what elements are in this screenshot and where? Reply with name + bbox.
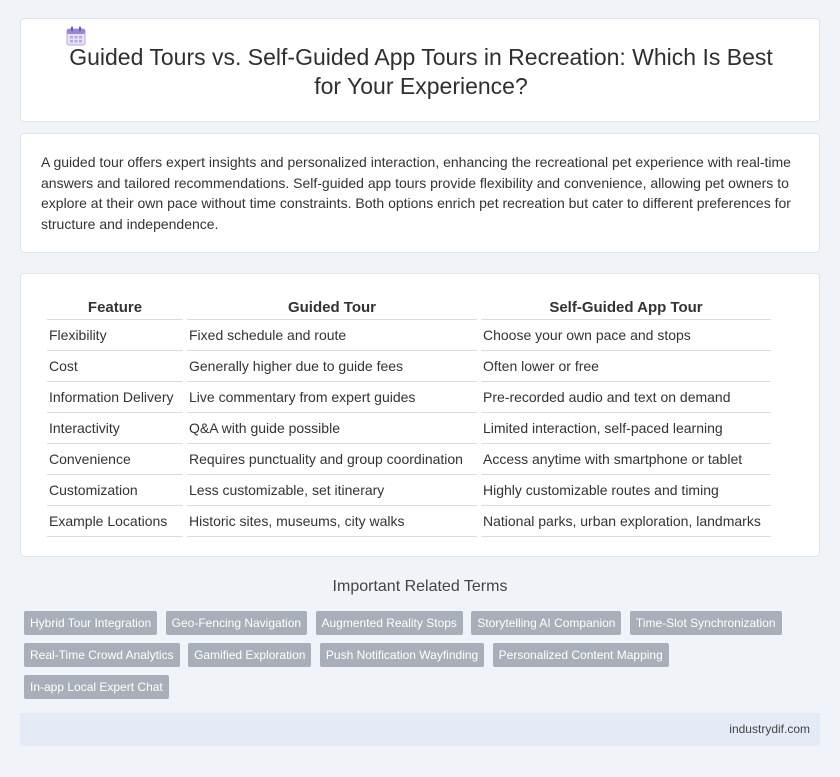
footer-bar [20, 713, 820, 746]
table-cell: Cost [47, 351, 183, 382]
title-card [20, 18, 820, 122]
footer-site-name[interactable]: industrydif.com [729, 722, 810, 736]
table-cell: Flexibility [47, 320, 183, 351]
table-cell: Highly customizable routes and timing [481, 475, 771, 506]
related-term-tag[interactable]: Real-Time Crowd Analytics [24, 643, 180, 667]
table-row [47, 413, 771, 444]
related-term-tag[interactable]: Augmented Reality Stops [316, 611, 463, 635]
column-header-guided: Guided Tour [187, 296, 477, 320]
table-cell: Access anytime with smartphone or tablet [481, 444, 771, 475]
related-term-tag[interactable]: Storytelling AI Companion [471, 611, 621, 635]
related-term-tag[interactable]: Time-Slot Synchronization [630, 611, 782, 635]
table-cell: Live commentary from expert guides [187, 382, 477, 413]
table-header-row [47, 296, 771, 320]
table-row [47, 351, 771, 382]
comparison-table [43, 296, 775, 537]
intro-card [20, 133, 820, 253]
related-term-tag[interactable]: Gamified Exploration [188, 643, 311, 667]
related-term-tag[interactable]: Personalized Content Mapping [493, 643, 669, 667]
table-cell: Choose your own pace and stops [481, 320, 771, 351]
related-term-tag[interactable]: Push Notification Wayfinding [320, 643, 484, 667]
table-cell: Interactivity [47, 413, 183, 444]
table-cell: Example Locations [47, 506, 183, 537]
table-cell: Pre-recorded audio and text on demand [481, 382, 771, 413]
page-title: Guided Tours vs. Self-Guided App Tours in Recreation: Which Is Best for Your Experience? [69, 44, 773, 99]
table-cell: Requires punctuality and group coordination [187, 444, 477, 475]
table-row [47, 506, 771, 537]
table-row [47, 444, 771, 475]
column-header-self-guided: Self-Guided App Tour [481, 296, 771, 320]
table-cell: Q&A with guide possible [187, 413, 477, 444]
related-term-tag[interactable]: In-app Local Expert Chat [24, 675, 169, 699]
column-header-feature: Feature [47, 296, 183, 320]
table-cell: Fixed schedule and route [187, 320, 477, 351]
table-row [47, 320, 771, 351]
related-terms-list [24, 611, 820, 707]
intro-paragraph: A guided tour offers expert insights and personalized interaction, enhancing the recreational pet experience with real-time answers and tailored recommendations. Self-guided app tours provide flexibility and convenience, allowing pet owners to explore at their own pace without time constraints. Both options enrich pet recreation but cater to different preferences for structure and independence. [41, 154, 791, 232]
title-row [21, 43, 821, 101]
comparison-card [20, 273, 820, 557]
related-term-tag[interactable]: Hybrid Tour Integration [24, 611, 157, 635]
table-cell: Historic sites, museums, city walks [187, 506, 477, 537]
table-cell: National parks, urban exploration, landmarks [481, 506, 771, 537]
table-cell: Generally higher due to guide fees [187, 351, 477, 382]
related-terms-heading: Important Related Terms [332, 578, 508, 595]
table-cell: Limited interaction, self-paced learning [481, 413, 771, 444]
related-term-tag[interactable]: Geo-Fencing Navigation [166, 611, 307, 635]
table-cell: Less customizable, set itinerary [187, 475, 477, 506]
table-row [47, 475, 771, 506]
table-cell: Convenience [47, 444, 183, 475]
table-cell: Often lower or free [481, 351, 771, 382]
table-cell: Information Delivery [47, 382, 183, 413]
table-cell: Customization [47, 475, 183, 506]
table-row [47, 382, 771, 413]
